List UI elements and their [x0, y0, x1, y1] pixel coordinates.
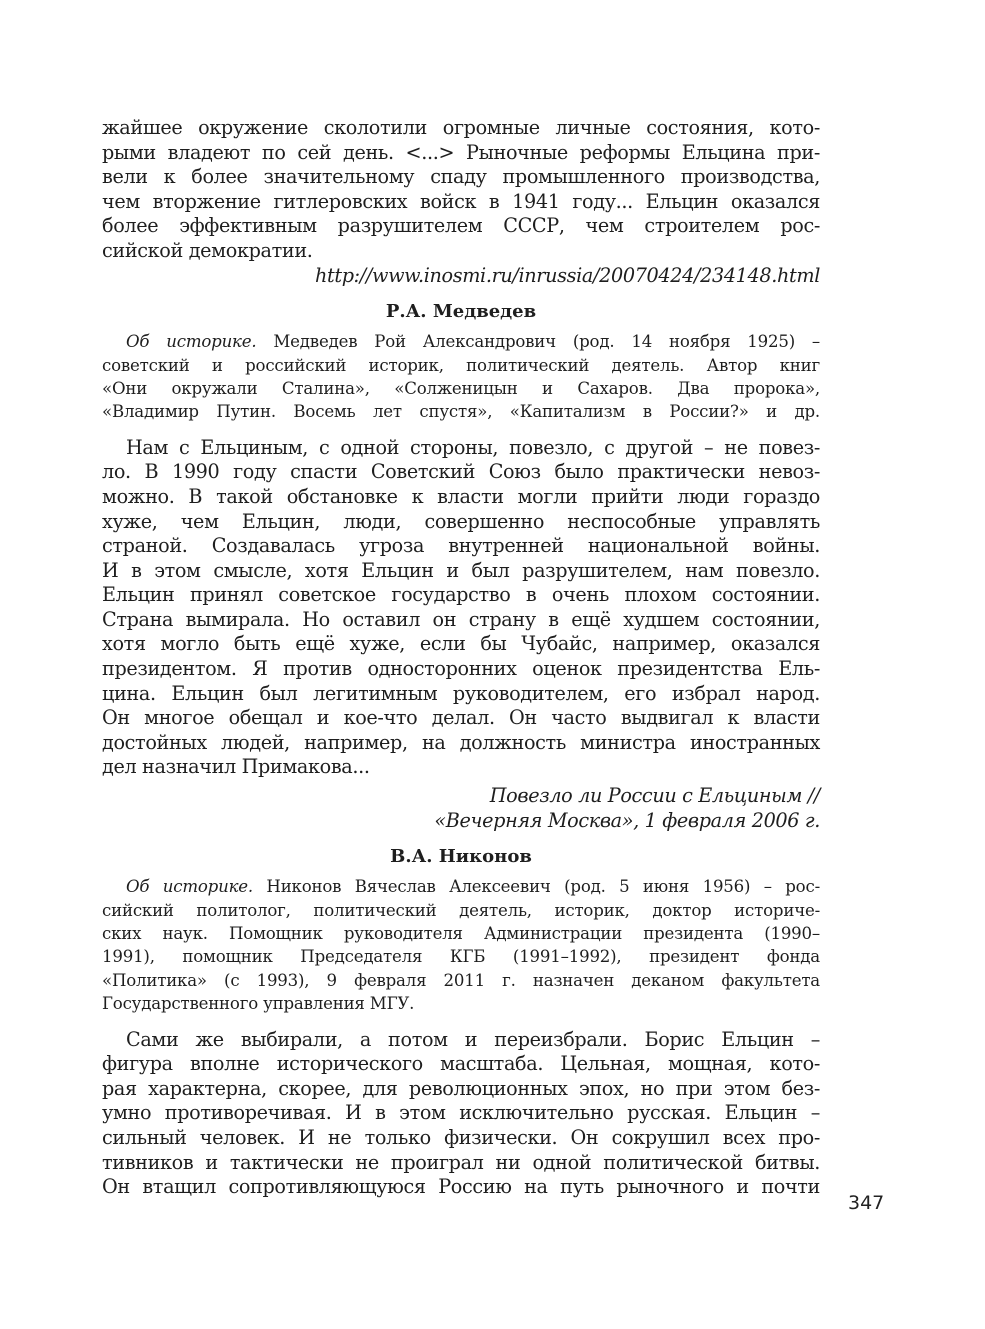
text-line: чем вторжение гитлеровских войск в 1941 году... Ельцин оказался	[102, 189, 820, 213]
page-number: 347	[848, 1192, 885, 1214]
text-line: Ельцин принял советское государство в очень плохом состоянии.	[102, 583, 820, 607]
historian-bio	[102, 330, 820, 424]
text-line: можно. В такой обстановке к власти могли прийти люди гораздо	[102, 484, 820, 508]
text-line: Государственного управления МГУ.	[102, 994, 415, 1014]
text-line: сийской демократии.	[102, 238, 313, 262]
section-heading: В.А. Никонов	[390, 846, 532, 868]
text-line: дел назначил Примакова...	[102, 755, 370, 779]
text-line: Об историке. Медведев Рой Александрович (род. 14 ноября 1925) –	[126, 332, 820, 352]
text-line: фигура вполне исторического масштаба. Цельная, мощная, кото-	[102, 1052, 820, 1076]
text-line: хуже, чем Ельцин, люди, совершенно неспособные управлять	[102, 509, 820, 533]
text-line: «Владимир Путин. Восемь лет спустя», «Капитализм в России?» и др.	[102, 402, 820, 422]
source-citation: «Вечерняя Москва», 1 февраля 2006 г.	[434, 808, 820, 832]
source-citation: http://www.inosmi.ru/inrussia/20070424/234148.html	[315, 263, 820, 287]
text-line: достойных людей, например, на должность министра иностранных	[102, 730, 820, 754]
historian-bio	[102, 875, 820, 1015]
text-line: Об историке. Никонов Вячеслав Алексеевич (род. 5 июня 1956) – рос-	[126, 877, 820, 897]
text-line: жайшее окружение сколотили огромные личные состояния, кото-	[102, 116, 820, 139]
text-line: ских наук. Помощник руководителя Администрации президента (1990–	[102, 924, 820, 943]
intro-quote	[102, 116, 820, 288]
text-line: страной. Создавалась угроза внутренней национальной войны.	[102, 534, 820, 558]
text-line: Страна вымирала. Но оставил он страну в ещё худшем состоянии,	[102, 607, 820, 631]
text-line: более эффективным разрушителем СССР, чем строителем рос-	[102, 214, 820, 238]
text-line: «Политика» (с 1993), 9 февраля 2011 г. назначен деканом факультета	[102, 970, 820, 990]
text-line: советский и российский историк, политический деятель. Автор книг	[102, 355, 820, 375]
text-line: «Они окружали Сталина», «Солженицын и Сахаров. Два пророка»,	[102, 378, 820, 398]
text-line: вели к более значительному спаду промышленного производства,	[102, 165, 820, 189]
text-line: рая характерна, скорее, для революционных эпох, но при этом без-	[102, 1076, 820, 1100]
text-line: президентом. Я против односторонних оценок президентства Ель-	[102, 657, 820, 681]
text-line: тивников и тактически не проиграл ни одной политической битвы.	[102, 1150, 820, 1174]
historian-quote	[102, 1028, 820, 1200]
text-line: Нам с Ельциным, с одной стороны, повезло, с другой – не повез-	[126, 435, 820, 459]
section-nikonov	[102, 843, 820, 1200]
text-line: И в этом смысле, хотя Ельцин и был разрушителем, нам повезло.	[102, 558, 820, 582]
text-line: Он многое обещал и кое-что делал. Он часто выдвигал к власти	[102, 706, 820, 730]
historian-quote	[102, 436, 820, 834]
section-medvedev	[102, 298, 820, 833]
text-line: 1991), помощник Председателя КГБ (1991–1992), президент фонда	[102, 947, 820, 967]
text-line: рыми владеют по сей день. <...> Рыночные реформы Ельцина при-	[102, 140, 820, 164]
text-line: Он втащил сопротивляющуюся Россию на путь рыночного и почти	[102, 1175, 820, 1199]
text-line: сильный человек. И не только физически. Он сокрушил всех про-	[102, 1125, 820, 1149]
page-content	[102, 116, 820, 1200]
text-line: цина. Ельцин был легитимным руководителем, его избрал народ.	[102, 681, 820, 705]
text-line: умно противоречивая. И в этом исключительно русская. Ельцин –	[102, 1101, 820, 1125]
bio-label: Об историке.	[126, 332, 257, 352]
bio-label: Об историке.	[126, 877, 253, 897]
text-line: Сами же выбирали, а потом и переизбрали. Борис Ельцин –	[126, 1027, 820, 1051]
text-line: хотя могло быть ещё хуже, если бы Чубайс, например, оказался	[102, 632, 820, 656]
text-line: ло. В 1990 году спасти Советский Союз было практически невоз-	[102, 460, 820, 484]
text-line: сийский политолог, политический деятель, историк, доктор историче-	[102, 900, 820, 920]
section-heading: Р.А. Медведев	[385, 301, 537, 323]
source-citation: Повезло ли России с Ельциным //	[489, 784, 820, 808]
